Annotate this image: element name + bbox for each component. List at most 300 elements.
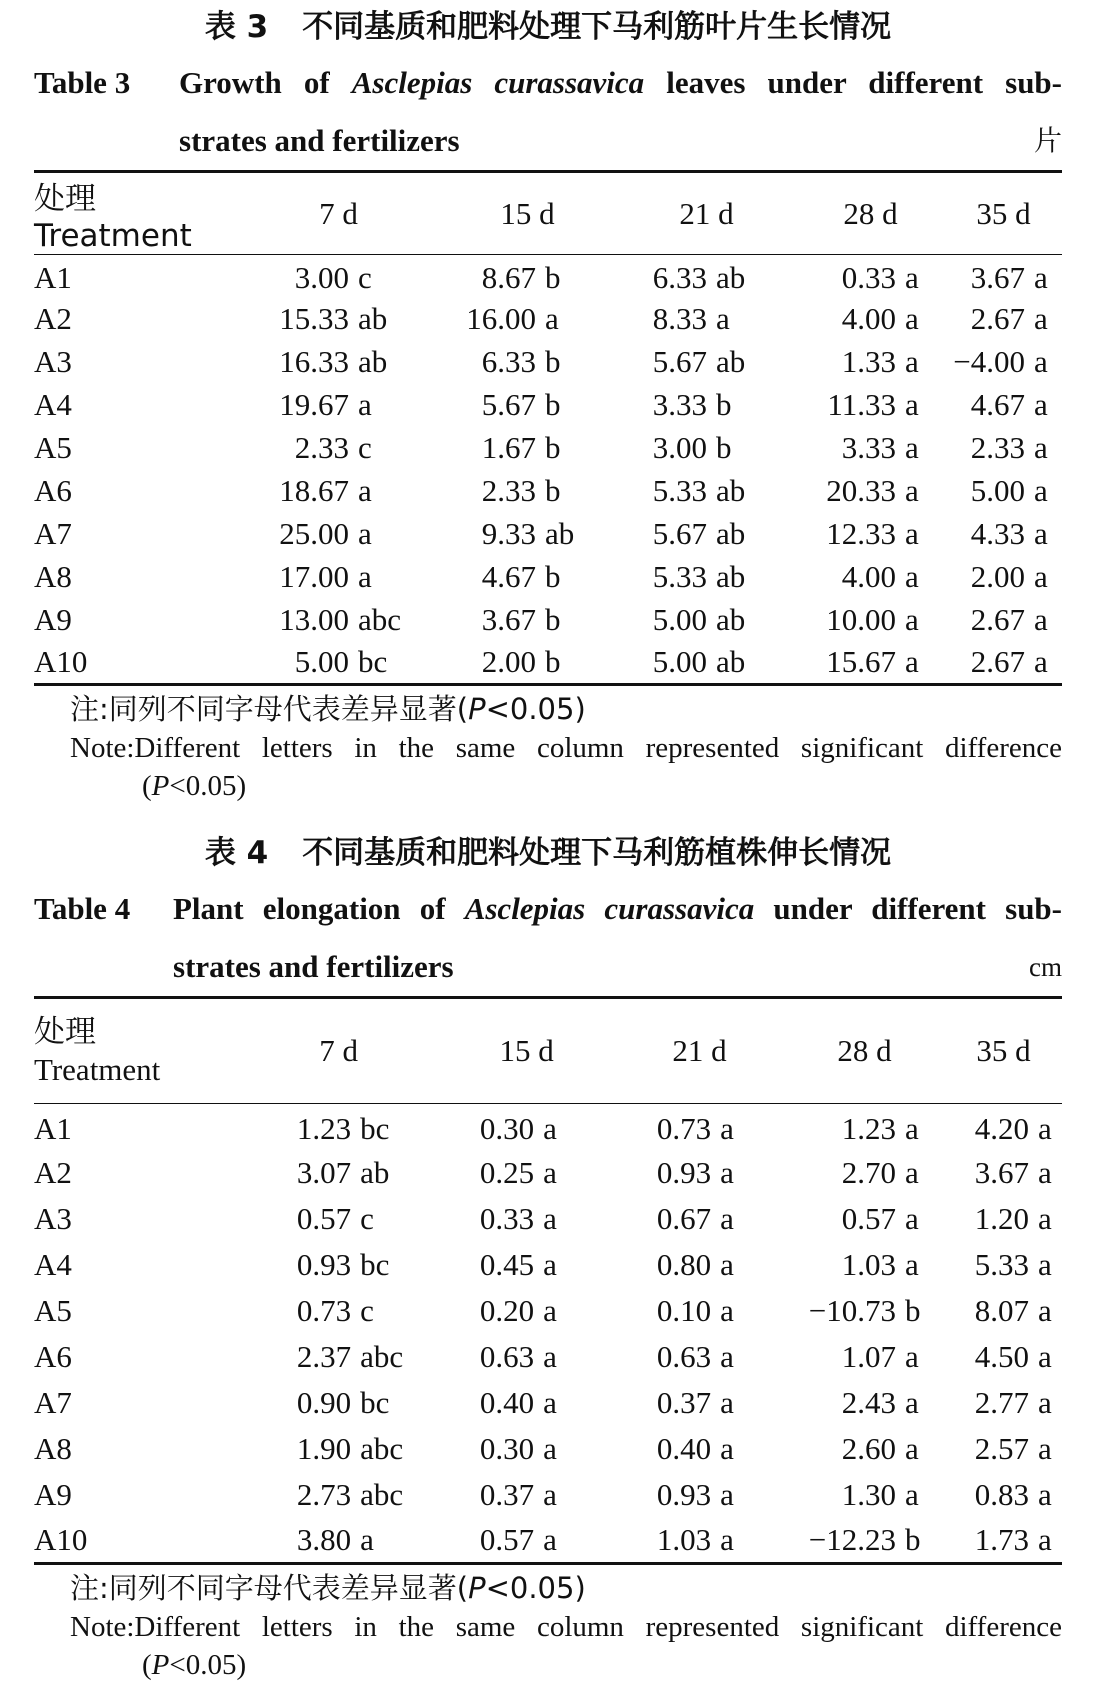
mean-value: 18.67 [279, 473, 349, 508]
value-cell [617, 341, 796, 384]
value-cell [239, 1518, 438, 1564]
value-cell [796, 384, 945, 427]
significance-letter: b [545, 387, 561, 422]
mean-value: 0.20 [479, 1292, 535, 1328]
significance-letter: a [905, 602, 919, 637]
value-cell [239, 513, 438, 556]
table-4-en-label: Table 4 [34, 891, 131, 926]
mean-value: 2.33 [481, 473, 536, 508]
significance-letter: a [1037, 1384, 1052, 1420]
significance-letter: ab [358, 301, 388, 336]
table-3-header-col: 15 d [500, 195, 555, 231]
mean-value: 2.67 [970, 644, 1025, 680]
significance-letter: abc [360, 1430, 404, 1466]
treatment-cell: A3 [34, 1200, 72, 1236]
significance-letter: a [905, 473, 919, 508]
value-cell [615, 1426, 784, 1472]
treatment-cell: A1 [34, 260, 72, 296]
mean-value: −10.73 [808, 1292, 896, 1328]
value-cell [615, 1150, 784, 1196]
significance-letter: a [720, 1292, 734, 1328]
significance-letter: a [1034, 644, 1048, 680]
mean-value: 8.67 [481, 260, 536, 296]
table-3-note-en-line2: (P<0.05) [142, 770, 247, 802]
significance-letter: b [716, 387, 732, 422]
significance-letter: a [1034, 430, 1048, 465]
significance-letter: ab [716, 260, 746, 296]
significance-letter: abc [360, 1338, 404, 1374]
significance-letter: a [360, 1521, 374, 1557]
treatment-cell: A7 [34, 516, 72, 551]
table-3-en-caption [34, 54, 1062, 170]
mean-value: 0.67 [656, 1200, 712, 1236]
table-3-cn-caption [34, 0, 1062, 54]
mean-value: 3.67 [974, 1154, 1029, 1190]
value-cell [796, 513, 945, 556]
value-cell [784, 1288, 945, 1334]
significance-letter: a [720, 1110, 734, 1146]
table-4-header-treatment-en: Treatment [34, 1052, 161, 1087]
table-3-row [34, 255, 1062, 298]
table-3-row [34, 427, 1062, 470]
mean-value: 2.73 [296, 1476, 352, 1512]
value-cell [945, 1104, 1062, 1150]
significance-letter: bc [360, 1384, 390, 1420]
value-cell [945, 1518, 1062, 1564]
value-cell [945, 642, 1062, 685]
mean-value: 2.33 [970, 430, 1025, 465]
value-cell [239, 427, 438, 470]
mean-value: 0.93 [656, 1154, 712, 1190]
significance-letter: a [904, 1430, 919, 1466]
significance-letter: a [1037, 1338, 1052, 1374]
mean-value: 5.67 [652, 344, 707, 379]
mean-value: 1.73 [974, 1521, 1029, 1557]
mean-value: 0.57 [841, 1200, 896, 1236]
treatment-cell: A8 [34, 559, 72, 594]
mean-value: 4.33 [970, 516, 1025, 551]
table-3-header-treatment: 处理 Treatment [34, 181, 192, 254]
value-cell [784, 1242, 945, 1288]
mean-value: 2.60 [841, 1430, 896, 1466]
mean-value: −12.23 [808, 1521, 896, 1557]
mean-value: 3.80 [296, 1521, 352, 1557]
mean-value: 3.07 [296, 1154, 352, 1190]
value-cell [617, 599, 796, 642]
table-4-note-cn: 注:同列不同字母代表差异显著(P<0.05) [70, 1571, 586, 1605]
significance-letter: b [904, 1292, 921, 1328]
value-cell [796, 470, 945, 513]
treatment-cell: A2 [34, 1154, 72, 1190]
mean-value: 12.33 [826, 516, 896, 551]
table-3-row [34, 513, 1062, 556]
value-cell [945, 1334, 1062, 1380]
value-cell [438, 1472, 615, 1518]
value-cell [945, 427, 1062, 470]
value-cell [615, 1380, 784, 1426]
mean-value: 1.90 [296, 1430, 352, 1466]
significance-letter: b [545, 644, 561, 680]
mean-value: 0.63 [656, 1338, 712, 1374]
significance-letter: a [1037, 1430, 1052, 1466]
treatment-cell: A4 [34, 387, 72, 422]
mean-value: 5.33 [652, 473, 707, 508]
significance-letter: a [905, 301, 919, 336]
significance-letter: a [1037, 1200, 1052, 1236]
value-cell [438, 298, 617, 341]
value-cell [239, 1288, 438, 1334]
significance-letter: a [1034, 301, 1048, 336]
value-cell [239, 384, 438, 427]
value-cell [617, 384, 796, 427]
value-cell [239, 1380, 438, 1426]
table-4-cn-title: 不同基质和肥料处理下马利筋植株伸长情况 [302, 835, 892, 871]
mean-value: 0.25 [479, 1154, 535, 1190]
significance-letter: a [1037, 1521, 1052, 1557]
mean-value: 5.33 [974, 1246, 1029, 1282]
mean-value: 1.67 [481, 430, 536, 465]
value-cell [239, 599, 438, 642]
table-3-row [34, 341, 1062, 384]
value-cell [945, 384, 1062, 427]
significance-letter: bc [360, 1110, 390, 1146]
table-3-unit: 片 [1033, 124, 1062, 157]
mean-value: 11.33 [827, 387, 896, 422]
significance-letter: a [543, 1338, 557, 1374]
value-cell [945, 1242, 1062, 1288]
significance-letter: a [1034, 559, 1048, 594]
value-cell [945, 298, 1062, 341]
mean-value: 2.67 [970, 301, 1025, 336]
value-cell [438, 341, 617, 384]
mean-value: 3.67 [481, 602, 536, 637]
value-cell [617, 255, 796, 298]
mean-value: 0.57 [479, 1521, 535, 1557]
treatment-cell: A5 [34, 1292, 72, 1328]
value-cell [945, 1288, 1062, 1334]
table-3-header-row [34, 172, 1062, 255]
significance-letter: a [1034, 344, 1048, 379]
table-4-block [34, 826, 1062, 1684]
mean-value: 0.93 [296, 1246, 352, 1282]
mean-value: 5.67 [481, 387, 536, 422]
significance-letter: a [720, 1246, 734, 1282]
significance-letter: ab [716, 344, 746, 379]
significance-letter: a [716, 301, 730, 336]
significance-letter: a [905, 344, 919, 379]
significance-letter: a [720, 1430, 734, 1466]
value-cell [784, 1518, 945, 1564]
table-3-title-post: leaves under different sub- [644, 65, 1062, 100]
value-cell [945, 1196, 1062, 1242]
table-4-row [34, 1104, 1062, 1150]
mean-value: 0.45 [479, 1246, 535, 1282]
value-cell [617, 513, 796, 556]
significance-letter: b [545, 602, 561, 637]
significance-letter: a [1034, 387, 1048, 422]
mean-value: 1.33 [841, 344, 896, 379]
value-cell [438, 470, 617, 513]
mean-value: 0.90 [296, 1384, 352, 1420]
significance-letter: a [358, 516, 372, 551]
table-4-title-pre: Plant elongation of [173, 891, 465, 926]
significance-letter: a [904, 1246, 919, 1282]
significance-letter: ab [545, 516, 575, 551]
table-3-row [34, 384, 1062, 427]
value-cell [438, 556, 617, 599]
table-3-title-species: Asclepias curassavica [351, 65, 645, 100]
treatment-cell: A10 [34, 1521, 88, 1557]
table-3-header-col: 28 d [843, 195, 898, 231]
mean-value: 4.50 [974, 1338, 1029, 1374]
value-cell [617, 298, 796, 341]
table-4-en-caption [34, 880, 1062, 996]
table-3-header-col: 21 d [679, 195, 734, 231]
table-4-title-line2: strates and fertilizers [173, 949, 454, 984]
mean-value: 3.33 [652, 387, 707, 422]
mean-value: 8.07 [974, 1292, 1029, 1328]
value-cell [796, 298, 945, 341]
table-4-note-en: Note:Different letters in the same column represented significant difference [70, 1611, 1062, 1643]
table-4-row [34, 1426, 1062, 1472]
mean-value: 2.67 [970, 602, 1025, 637]
significance-letter: b [904, 1521, 921, 1557]
significance-letter: a [1037, 1110, 1052, 1146]
value-cell [239, 341, 438, 384]
significance-letter: bc [358, 644, 388, 680]
significance-letter: a [904, 1200, 919, 1236]
significance-letter: a [543, 1430, 557, 1466]
mean-value: 5.33 [652, 559, 707, 594]
mean-value: −4.00 [953, 344, 1025, 379]
significance-letter: a [905, 260, 919, 296]
mean-value: 5.00 [652, 644, 707, 680]
value-cell [438, 1104, 615, 1150]
mean-value: 16.33 [279, 344, 349, 379]
significance-letter: a [358, 559, 372, 594]
significance-letter: a [1037, 1292, 1052, 1328]
value-cell [945, 1472, 1062, 1518]
value-cell [615, 1288, 784, 1334]
value-cell [239, 1242, 438, 1288]
mean-value: 0.30 [479, 1430, 535, 1466]
significance-letter: a [904, 1338, 919, 1374]
mean-value: 0.30 [479, 1110, 535, 1146]
value-cell [945, 1380, 1062, 1426]
significance-letter: ab [716, 559, 746, 594]
significance-letter: a [358, 473, 372, 508]
table-3-row [34, 642, 1062, 685]
mean-value: 9.33 [481, 516, 536, 551]
value-cell [438, 1518, 615, 1564]
table-4-row [34, 1150, 1062, 1196]
table-4-header-col: 7 d [319, 1033, 358, 1068]
significance-letter: abc [358, 602, 402, 637]
mean-value: 8.33 [652, 301, 707, 336]
mean-value: 5.00 [652, 602, 707, 637]
value-cell [239, 1472, 438, 1518]
value-cell [438, 255, 617, 298]
value-cell [796, 599, 945, 642]
treatment-cell: A8 [34, 1430, 72, 1466]
significance-letter: c [360, 1292, 374, 1328]
value-cell [945, 599, 1062, 642]
value-cell [239, 470, 438, 513]
treatment-cell: A1 [34, 1110, 72, 1146]
table-4-body [34, 1104, 1062, 1564]
mean-value: 3.67 [970, 260, 1025, 296]
value-cell [438, 1380, 615, 1426]
mean-value: 3.00 [294, 260, 349, 296]
significance-letter: a [1037, 1246, 1052, 1282]
table-4-note [34, 1569, 1062, 1684]
significance-letter: b [545, 260, 561, 296]
value-cell [239, 1196, 438, 1242]
significance-letter: ab [716, 473, 746, 508]
table-4 [34, 996, 1062, 1565]
significance-letter: a [545, 301, 559, 336]
mean-value: 4.00 [841, 559, 896, 594]
table-3-row [34, 470, 1062, 513]
table-3-body [34, 255, 1062, 685]
value-cell [438, 599, 617, 642]
mean-value: 0.63 [479, 1338, 535, 1374]
value-cell [617, 642, 796, 685]
value-cell [239, 1150, 438, 1196]
mean-value: 25.00 [279, 516, 349, 551]
table-4-row [34, 1196, 1062, 1242]
value-cell [438, 384, 617, 427]
mean-value: 2.37 [296, 1338, 352, 1374]
table-4-row [34, 1380, 1062, 1426]
mean-value: 4.00 [841, 301, 896, 336]
mean-value: 0.40 [656, 1430, 712, 1466]
value-cell [784, 1196, 945, 1242]
mean-value: 2.33 [294, 430, 349, 465]
mean-value: 6.33 [481, 344, 536, 379]
table-3-header-col: 35 d [976, 195, 1031, 231]
mean-value: 0.83 [974, 1476, 1029, 1512]
mean-value: 20.33 [826, 473, 896, 508]
value-cell [239, 1104, 438, 1150]
mean-value: 0.33 [841, 260, 896, 296]
mean-value: 3.00 [652, 430, 707, 465]
significance-letter: a [543, 1246, 557, 1282]
mean-value: 0.40 [479, 1384, 535, 1420]
table-4-row [34, 1334, 1062, 1380]
significance-letter: a [720, 1154, 734, 1190]
value-cell [784, 1150, 945, 1196]
significance-letter: a [904, 1110, 919, 1146]
significance-letter: a [905, 559, 919, 594]
significance-letter: a [720, 1338, 734, 1374]
significance-letter: a [1037, 1476, 1052, 1512]
value-cell [239, 1334, 438, 1380]
treatment-cell: A10 [34, 644, 88, 680]
mean-value: 1.03 [656, 1521, 712, 1557]
value-cell [438, 1426, 615, 1472]
value-cell [438, 427, 617, 470]
mean-value: 4.20 [974, 1110, 1029, 1146]
significance-letter: abc [360, 1476, 404, 1512]
significance-letter: a [543, 1292, 557, 1328]
mean-value: 1.07 [841, 1338, 896, 1374]
significance-letter: a [543, 1384, 557, 1420]
treatment-cell: A7 [34, 1384, 72, 1420]
treatment-cell: A4 [34, 1246, 72, 1282]
table-3-row [34, 599, 1062, 642]
table-4-note-en-line2: (P<0.05) [142, 1649, 247, 1681]
significance-letter: a [720, 1200, 734, 1236]
treatment-cell: A6 [34, 473, 72, 508]
mean-value: 2.70 [841, 1154, 896, 1190]
value-cell [615, 1334, 784, 1380]
significance-letter: a [1034, 473, 1048, 508]
mean-value: 1.03 [841, 1246, 896, 1282]
table-4-title-post: under different sub- [754, 891, 1062, 926]
significance-letter: b [545, 344, 561, 379]
treatment-cell: A9 [34, 602, 72, 637]
mean-value: 13.00 [279, 602, 349, 637]
value-cell [945, 513, 1062, 556]
table-4-cn-label: 表 4 [204, 835, 269, 871]
significance-letter: ab [716, 516, 746, 551]
mean-value: 15.67 [826, 644, 896, 680]
value-cell [239, 556, 438, 599]
significance-letter: a [905, 644, 919, 680]
table-3-cn-title: 不同基质和肥料处理下马利筋叶片生长情况 [302, 9, 892, 45]
mean-value: 16.00 [466, 301, 536, 336]
table-3-title-pre: Growth of [179, 65, 352, 100]
value-cell [617, 470, 796, 513]
mean-value: 2.00 [481, 644, 536, 680]
significance-letter: a [1034, 516, 1048, 551]
mean-value: 0.73 [296, 1292, 352, 1328]
value-cell [796, 556, 945, 599]
value-cell [239, 642, 438, 685]
table-3-row [34, 298, 1062, 341]
mean-value: 5.00 [294, 644, 349, 680]
value-cell [438, 1196, 615, 1242]
table-4-header-col: 35 d [976, 1033, 1031, 1068]
table-4-title-species: Asclepias curassavica [464, 891, 755, 926]
table-3-header-col: 7 d [319, 195, 358, 231]
mean-value: 3.33 [841, 430, 896, 465]
table-4-row [34, 1518, 1062, 1564]
significance-letter: a [543, 1110, 557, 1146]
value-cell [438, 1334, 615, 1380]
value-cell [945, 1150, 1062, 1196]
significance-letter: ab [358, 344, 388, 379]
value-cell [617, 556, 796, 599]
table-4-header-treatment-cn: 处理 [34, 1014, 96, 1050]
value-cell [796, 255, 945, 298]
mean-value: 4.67 [481, 559, 536, 594]
table-3-note-en: Note:Different letters in the same column represented significant difference [70, 732, 1062, 764]
value-cell [945, 556, 1062, 599]
significance-letter: a [543, 1476, 557, 1512]
treatment-cell: A6 [34, 1338, 72, 1374]
value-cell [796, 341, 945, 384]
table-4-header-col: 15 d [499, 1033, 554, 1068]
significance-letter: a [1034, 260, 1048, 296]
value-cell [438, 513, 617, 556]
mean-value: 19.67 [279, 387, 349, 422]
mean-value: 10.00 [826, 602, 896, 637]
mean-value: 4.67 [970, 387, 1025, 422]
significance-letter: a [543, 1154, 557, 1190]
significance-letter: a [720, 1384, 734, 1420]
